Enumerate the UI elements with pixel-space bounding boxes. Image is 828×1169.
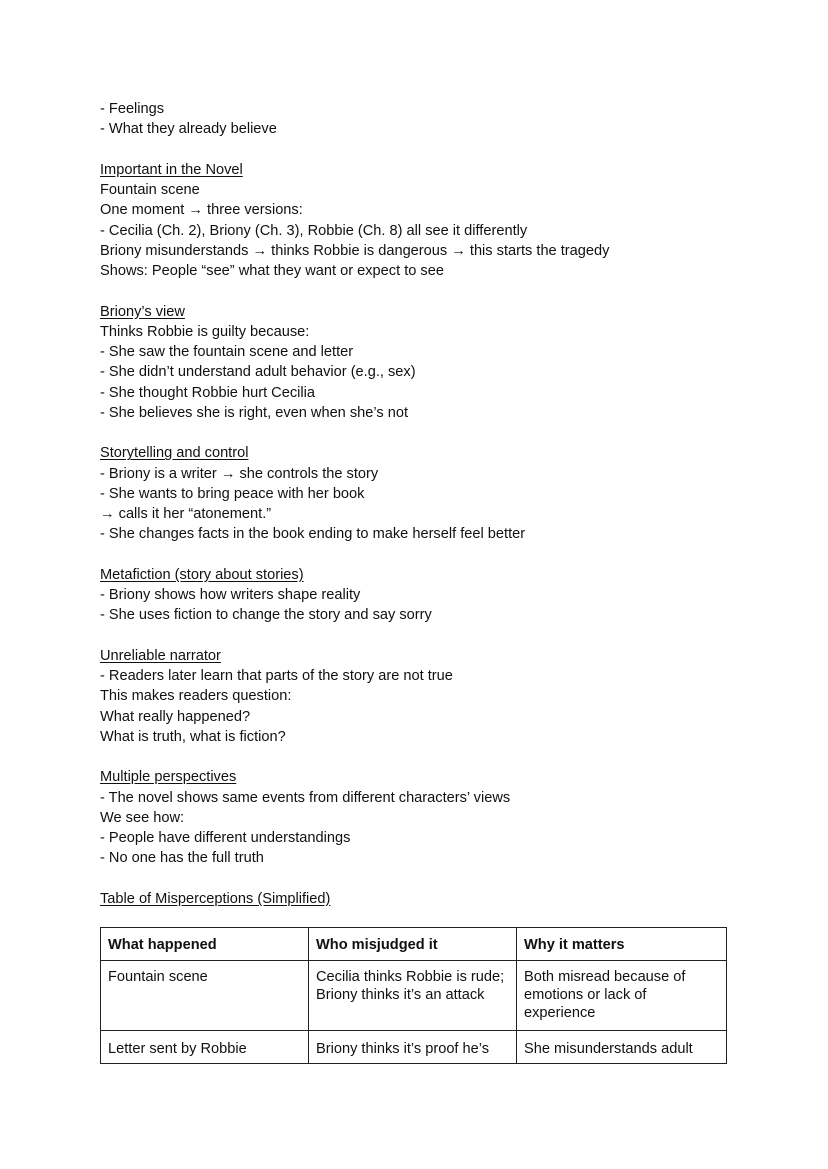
table-cell: Briony thinks it’s proof he’s	[309, 1031, 517, 1064]
intro-line: - Feelings	[100, 101, 165, 117]
table-cell: Letter sent by Robbie	[101, 1031, 309, 1064]
section-heading-multiple-perspectives: Multiple perspectives	[100, 769, 237, 786]
document-body	[100, 99, 740, 909]
table-title: Table of Misperceptions (Simplified)	[100, 890, 331, 907]
body-line: We see how:	[100, 809, 185, 826]
table-header-row	[101, 928, 727, 961]
body-line: - She thought Robbie hurt Cecilia	[100, 384, 315, 401]
body-line: What is truth, what is fiction?	[100, 728, 286, 745]
body-line: - Briony is a writer → she controls the story	[100, 465, 379, 482]
section-heading-storytelling: Storytelling and control	[100, 445, 249, 462]
body-line: - Readers later learn that parts of the story are not true	[100, 668, 453, 684]
body-line: One moment → three versions:	[100, 202, 303, 219]
table-cell: Both misread because of emotions or lack of experience	[517, 961, 727, 1031]
body-line: - She uses fiction to change the story and say sorry	[100, 607, 432, 624]
table-row	[101, 961, 727, 1031]
table-header-cell: Why it matters	[517, 928, 727, 961]
body-line: - People have different understandings	[100, 830, 351, 846]
table-row	[101, 1031, 727, 1064]
table-cell: Cecilia thinks Robbie is rude; Briony thinks it’s an attack	[309, 961, 517, 1031]
intro-line: - What they already believe	[100, 121, 277, 138]
misperceptions-table	[100, 927, 727, 1064]
body-line: This makes readers question:	[100, 688, 292, 705]
body-line: - Briony shows how writers shape reality	[100, 587, 361, 603]
body-line: - She changes facts in the book ending to make herself feel better	[100, 526, 526, 543]
body-line: Fountain scene	[100, 182, 200, 198]
table-header-cell: Who misjudged it	[309, 928, 517, 961]
body-line: What really happened?	[100, 708, 251, 725]
table-header-cell: What happened	[101, 928, 309, 961]
body-line: → calls it her “atonement.”	[100, 506, 272, 522]
body-line: - The novel shows same events from different characters’ views	[100, 789, 511, 806]
body-line: - No one has the full truth	[100, 850, 264, 867]
table-cell: She misunderstands adult	[517, 1031, 727, 1064]
body-line: Shows: People “see” what they want or expect to see	[100, 263, 444, 279]
body-line: - She believes she is right, even when she’s not	[100, 404, 409, 421]
body-line: - She saw the fountain scene and letter	[100, 344, 354, 360]
table-cell: Fountain scene	[101, 961, 309, 1031]
body-line: - She didn’t understand adult behavior (e.g., sex)	[100, 364, 416, 381]
body-line: - Cecilia (Ch. 2), Briony (Ch. 3), Robbie (Ch. 8) all see it differently	[100, 222, 528, 239]
body-line: Briony misunderstands → thinks Robbie is dangerous → this starts the tragedy	[100, 242, 610, 259]
section-heading-unreliable-narrator: Unreliable narrator	[100, 647, 221, 664]
section-heading-brionys-view: Briony’s view	[100, 303, 185, 320]
body-line: Thinks Robbie is guilty because:	[100, 323, 310, 340]
body-line: - She wants to bring peace with her book	[100, 485, 365, 502]
section-heading-important: Important in the Novel	[100, 161, 243, 178]
section-heading-metafiction: Metafiction (story about stories)	[100, 566, 304, 583]
